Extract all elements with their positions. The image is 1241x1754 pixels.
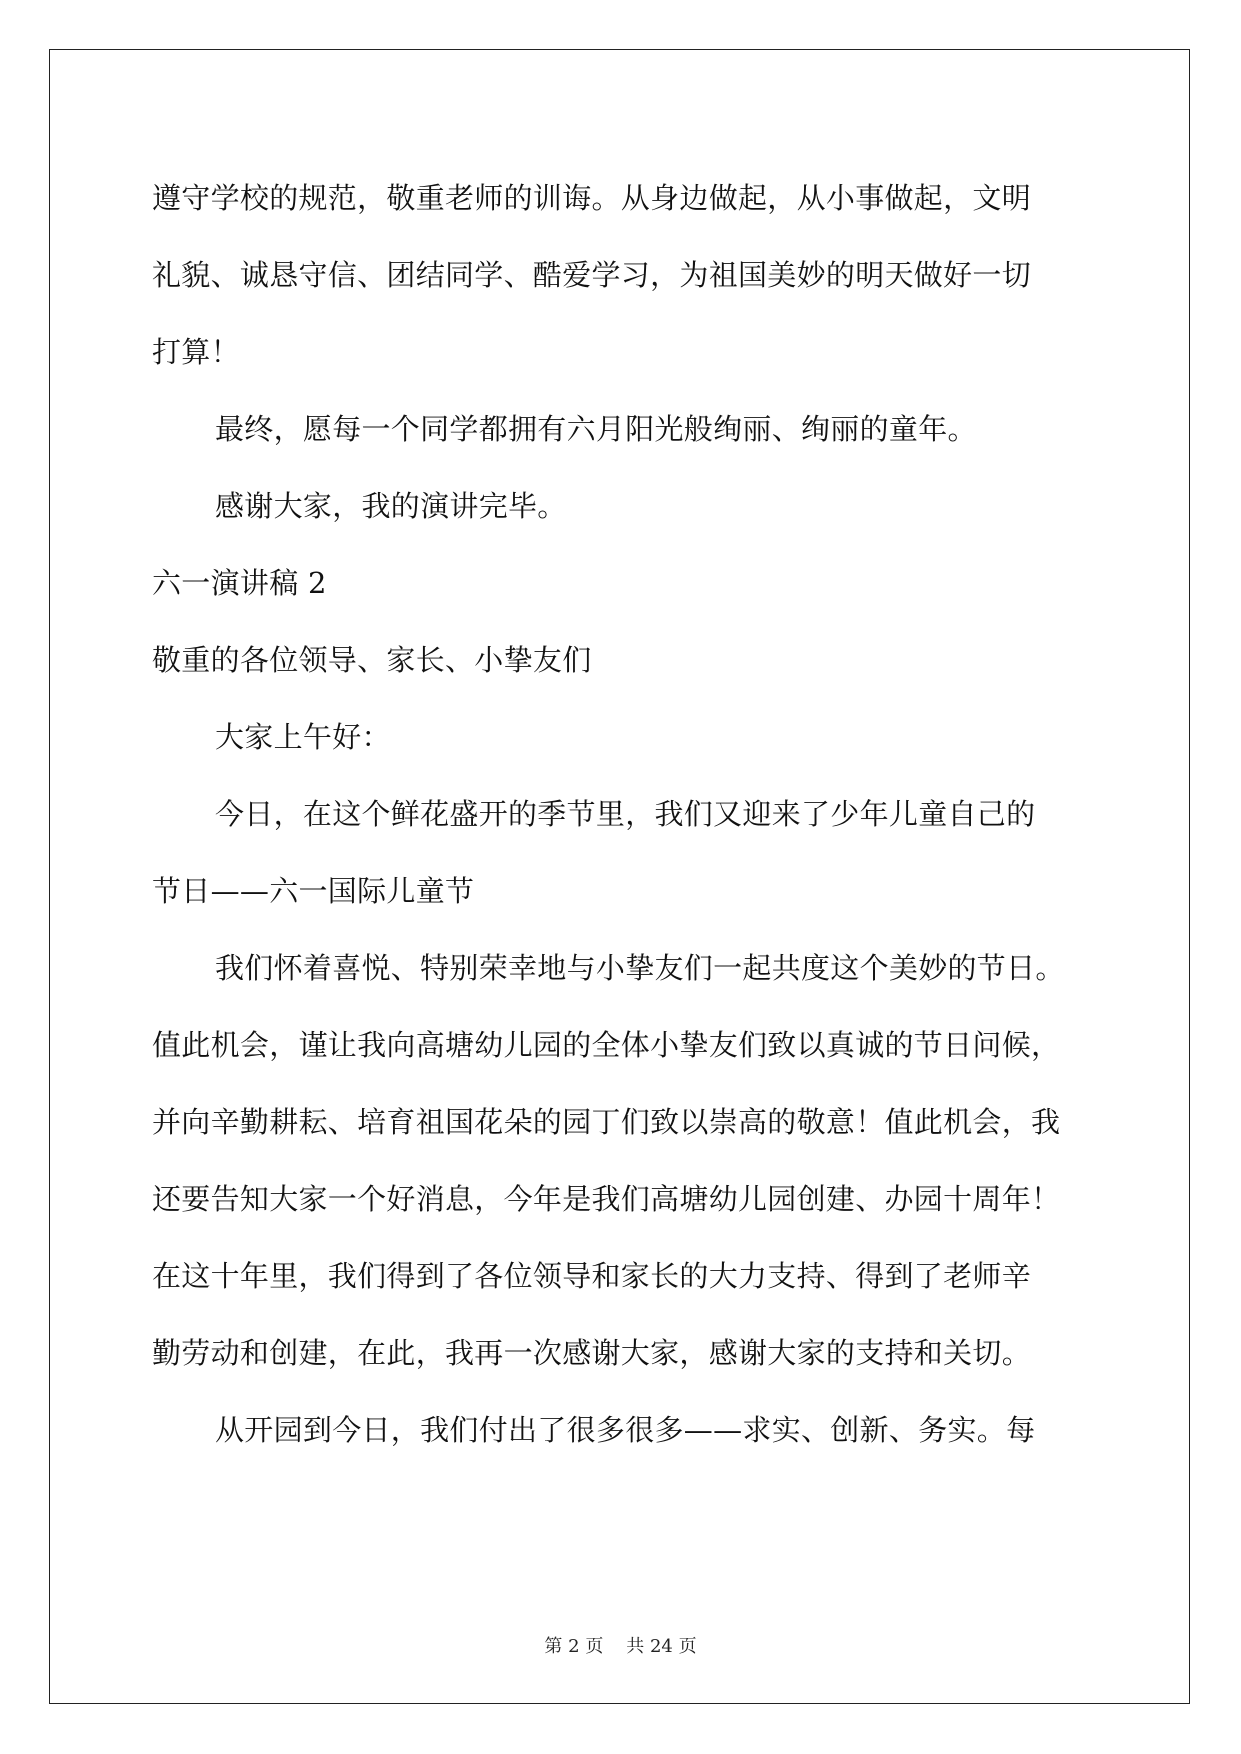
total-pages: 共 24 页 (626, 1636, 697, 1657)
text-line: 还要告知大家一个好消息，今年是我们高塘幼儿园创建、办园十周年！ (152, 1182, 1061, 1216)
text-line: 在这十年里，我们得到了各位领导和家长的大力支持、得到了老师辛 (152, 1259, 1032, 1293)
text-line: 打算！ (152, 335, 240, 369)
text-line: 我们怀着喜悦、特别荣幸地与小挚友们一起共度这个美妙的节日。 (215, 951, 1065, 985)
text-line: 勤劳动和创建，在此，我再一次感谢大家，感谢大家的支持和关切。 (152, 1336, 1032, 1370)
greeting: 大家上午好： (215, 720, 391, 754)
text-line: 值此机会，谨让我向高塘幼儿园的全体小挚友们致以真诚的节日问候， (152, 1028, 1061, 1062)
text-line: 并向辛勤耕耘、培育祖国花朵的园丁们致以崇高的敬意！值此机会，我 (152, 1105, 1061, 1139)
text-line: 今日，在这个鲜花盛开的季节里，我们又迎来了少年儿童自己的 (215, 797, 1036, 831)
text-line: 节日——六一国际儿童节 (152, 874, 475, 908)
text-line: 遵守学校的规范，敬重老师的训诲。从身边做起，从小事做起，文明 (152, 181, 1032, 215)
page-number: 第 2 页 (544, 1636, 604, 1657)
section-heading: 六一演讲稿 2 (152, 566, 327, 600)
text-line: 礼貌、诚恳守信、团结同学、酷爱学习，为祖国美妙的明天做好一切 (152, 258, 1032, 292)
document-body (152, 160, 1092, 1469)
page-footer (0, 1632, 1241, 1658)
text-line: 最终，愿每一个同学都拥有六月阳光般绚丽、绚丽的童年。 (215, 412, 977, 446)
text-line: 从开园到今日，我们付出了很多很多——求实、创新、务实。每 (215, 1413, 1036, 1447)
salutation: 敬重的各位领导、家长、小挚友们 (152, 643, 592, 677)
text-line: 感谢大家，我的演讲完毕。 (215, 489, 567, 523)
